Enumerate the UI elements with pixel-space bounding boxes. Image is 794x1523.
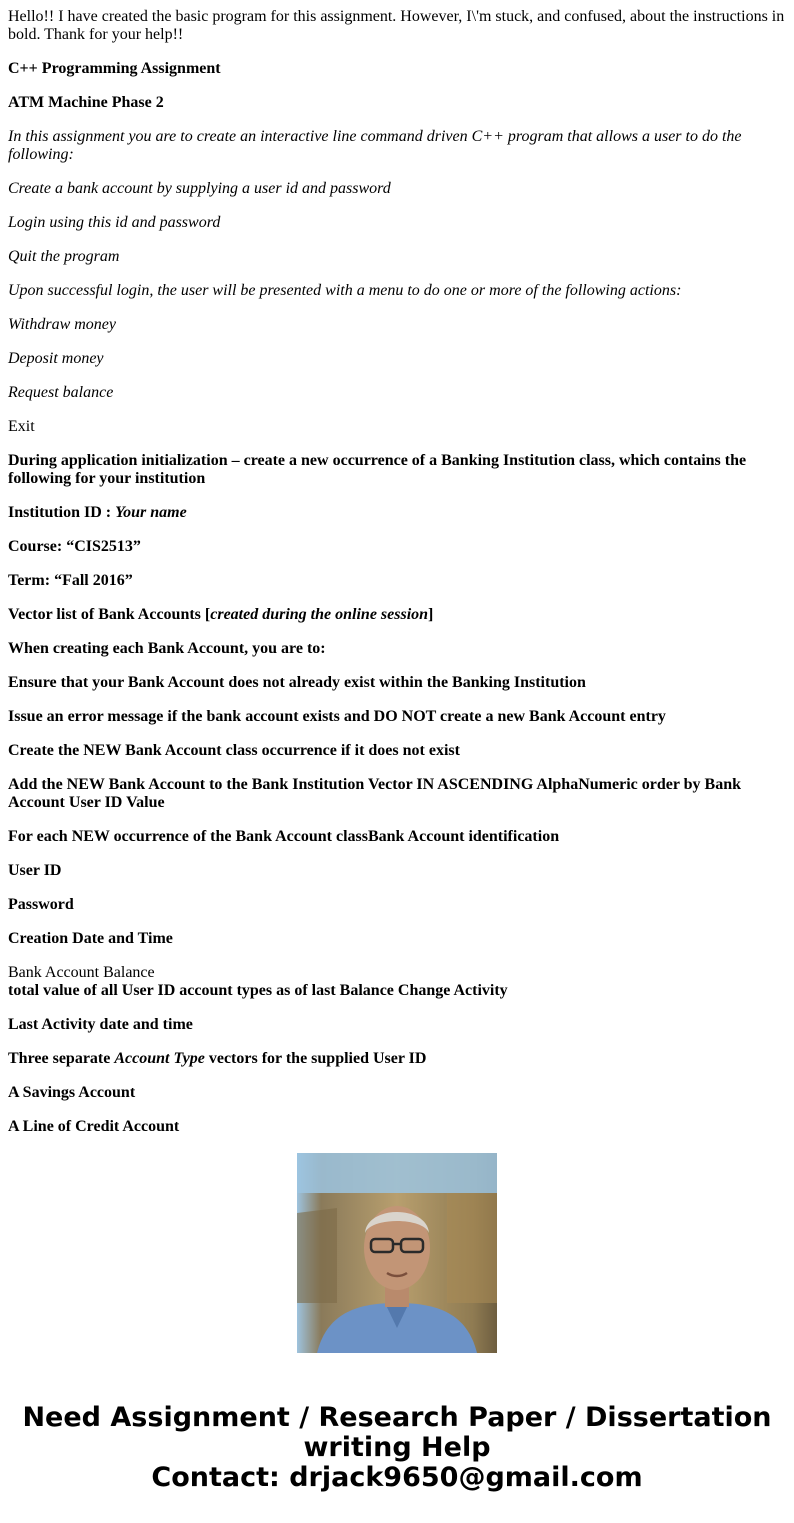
rule-add: Add the NEW Bank Account to the Bank Institution Vector IN ASCENDING AlphaNumeric order by Bank Account User ID Value: [8, 776, 742, 811]
menu-option-deposit: Deposit money: [8, 350, 104, 367]
three-vectors-line: Three separate Account Type vectors for the supplied User ID: [8, 1050, 427, 1067]
question-text: [8, 8, 786, 1135]
term-line: Term: “Fall 2016”: [8, 572, 133, 589]
description-text: In this assignment you are to create an interactive line command driven C++ program that allows a user to do the following:: [8, 128, 742, 163]
menu-option-balance: Request balance: [8, 384, 114, 401]
start-option-login: Login using this id and password: [8, 214, 221, 231]
avatar: [297, 1153, 497, 1353]
promo-banner: [0, 1403, 794, 1493]
balance-block: [8, 964, 786, 1000]
balance-detail: total value of all User ID account types as of last Balance Change Activity: [8, 982, 508, 999]
rule-create: Create the NEW Bank Account class occurrence if it does not exist: [8, 742, 460, 759]
promo-line-1: Need Assignment / Research Paper / Dissertation: [22, 1402, 772, 1433]
creating-heading: When creating each Bank Account, you are to:: [8, 640, 326, 657]
savings-account-line: A Savings Account: [8, 1084, 136, 1101]
promo-line-2: writing Help: [303, 1432, 491, 1463]
new-occurrence-line: For each NEW occurrence of the Bank Account classBank Account identification: [8, 828, 560, 845]
last-activity-line: Last Activity date and time: [8, 1016, 193, 1033]
start-option-quit: Quit the program: [8, 248, 120, 265]
institution-id-line: Institution ID : Your name: [8, 504, 187, 521]
field-user-id: User ID: [8, 862, 62, 879]
balance-label: Bank Account Balance: [8, 964, 155, 981]
credit-account-line: A Line of Credit Account: [8, 1118, 180, 1135]
field-password: Password: [8, 896, 74, 913]
menu-option-exit: Exit: [8, 418, 35, 435]
menu-option-withdraw: Withdraw money: [8, 316, 116, 333]
vector-line: Vector list of Bank Accounts [created during the online session]: [8, 606, 434, 623]
phase-title: ATM Machine Phase 2: [8, 94, 164, 111]
rule-error: Issue an error message if the bank account exists and DO NOT create a new Bank Account entry: [8, 708, 666, 725]
start-option-create: Create a bank account by supplying a user id and password: [8, 180, 391, 197]
avatar-photo-icon: [297, 1153, 497, 1353]
init-heading: During application initialization – create a new occurrence of a Banking Institution class, which contains the following for your institution: [8, 452, 747, 487]
course-line: Course: “CIS2513”: [8, 538, 141, 555]
promo-contact: Contact: drjack9650@gmail.com: [151, 1462, 643, 1493]
course-title: C++ Programming Assignment: [8, 60, 221, 77]
intro-text: Hello!! I have created the basic program for this assignment. However, I\'m stuck, and confused, about the instructions in bold. Thank for your help!!: [8, 8, 785, 43]
field-creation-date: Creation Date and Time: [8, 930, 173, 947]
menu-intro: Upon successful login, the user will be presented with a menu to do one or more of the following actions:: [8, 282, 682, 299]
rule-ensure: Ensure that your Bank Account does not already exist within the Banking Institution: [8, 674, 586, 691]
